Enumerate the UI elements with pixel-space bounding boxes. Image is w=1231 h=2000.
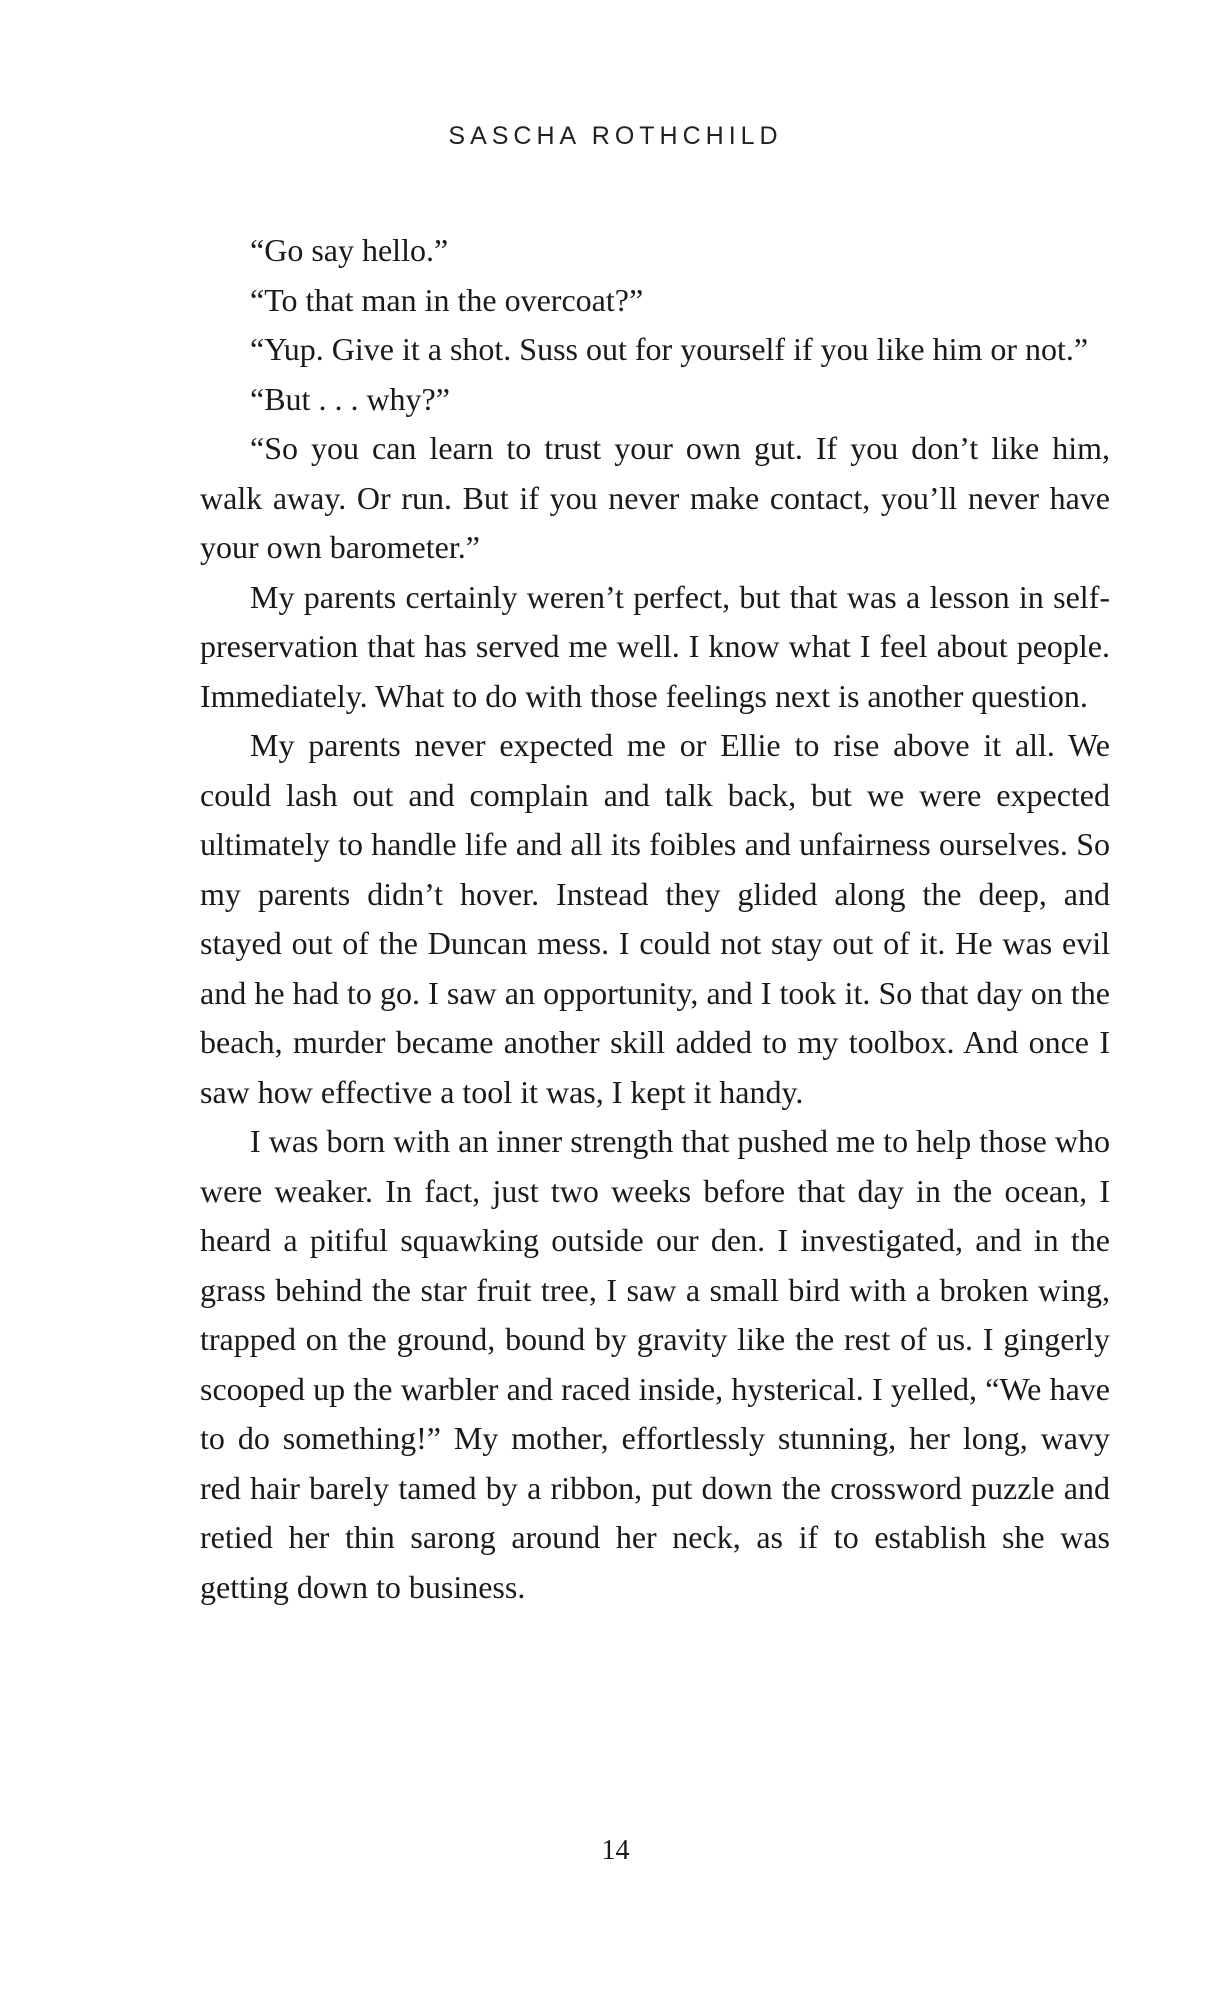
paragraph: My parents certainly weren’t perfect, but that was a lesson in self-preservation that has served me well. I know what I feel about people. Immediately. What to do with those feelings next is another question. <box>200 578 1110 714</box>
paragraph: “To that man in the overcoat?” <box>250 281 644 318</box>
body-text <box>200 226 1110 1612</box>
paragraph: I was born with an inner strength that pushed me to help those who were weaker. In fact, just two weeks before that day in the ocean, I heard a pitiful squawking outside our den. I investigated, and in the grass behind the star fruit tree, I saw a small bird with a broken wing, trapped on the ground, bound by gravity like the rest of us. I gingerly scooped up the warbler and raced inside, hysterical. I yelled, “We have to do something!” My mother, effortlessly stunning, her long, wavy red hair barely tamed by a ribbon, put down the crossword puzzle and retied her thin sarong around her neck, as if to establish she was getting down to business. <box>200 1123 1110 1605</box>
paragraph: My parents never expected me or Ellie to rise above it all. We could lash out and complain and talk back, but we were expected ultimately to handle life and all its foibles and unfairness ourselves. So my parents didn’t hover. Instead they glided along the deep, and stayed out of the Duncan mess. I could not stay out of it. He was evil and he had to go. I saw an opportunity, and I took it. So that day on the beach, murder became another skill added to my toolbox. And once I saw how effective a tool it was, I kept it handy. <box>200 727 1110 1110</box>
paragraph: “So you can learn to trust your own gut. If you don’t like him, walk away. Or run. But if you never make contact, you’ll never have your own barometer.” <box>200 430 1110 565</box>
page-number: 14 <box>601 1835 630 1866</box>
paragraph: “Go say hello.” <box>250 232 449 268</box>
paragraph: “But . . . why?” <box>250 380 450 417</box>
running-head: SASCHA ROTHCHILD <box>448 122 783 150</box>
paragraph: “Yup. Give it a shot. Suss out for yourself if you like him or not.” <box>250 331 1089 367</box>
